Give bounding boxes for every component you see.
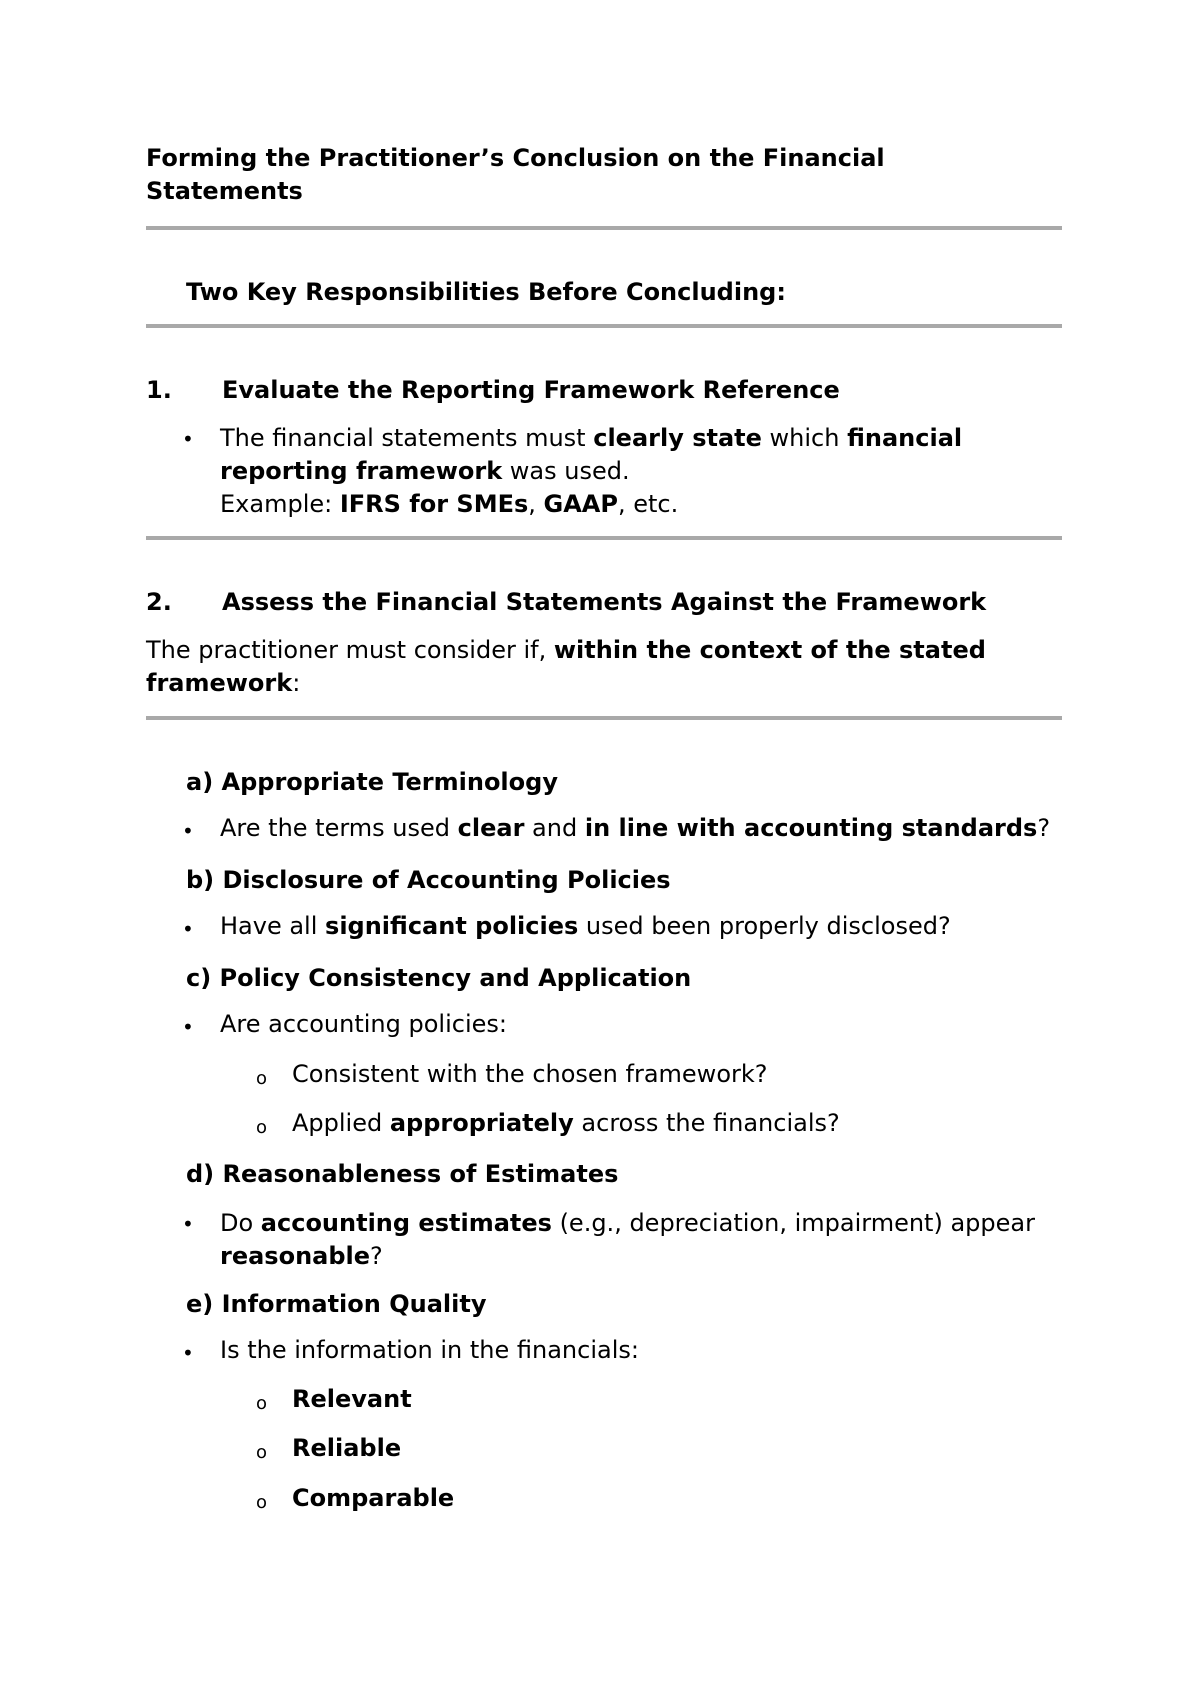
divider [146, 226, 1062, 230]
criterion-d-bullet: Do accounting estimates (e.g., depreciation, impairment) appear reasonable? [220, 1209, 1035, 1270]
section-2-title: Assess the Financial Statements Against the Framework [222, 588, 987, 616]
bullet-icon: • [182, 917, 194, 941]
criterion-e-sub-item: Comparable [292, 1484, 455, 1512]
section-2-number: 2. [146, 588, 172, 616]
sub-bullet-icon: o [256, 1393, 268, 1414]
section-1-title: Evaluate the Reporting Framework Reference [222, 376, 840, 404]
sub-bullet-icon: o [256, 1492, 268, 1513]
section-1-bullet [220, 422, 1000, 521]
criterion-e-bullet: Is the information in the financials: [220, 1336, 639, 1364]
criterion-a-bullet: Are the terms used clear and in line with accounting standards? [220, 814, 1051, 842]
criterion-e-sub-item: Reliable [292, 1434, 402, 1462]
criterion-e-heading: e) Information Quality [186, 1290, 487, 1318]
section-1-example: Example: IFRS for SMEs, GAAP, etc. [220, 490, 679, 518]
bullet-icon: • [182, 1212, 194, 1236]
sub-bullet-icon: o [256, 1117, 268, 1138]
criterion-b-bullet: Have all significant policies used been properly disclosed? [220, 912, 951, 940]
section-1-bullet-line1: The financial statements must clearly state which financial [220, 424, 963, 452]
divider [146, 324, 1062, 328]
section-1-bullet-line2: reporting framework was used. [220, 457, 630, 485]
key-responsibilities-heading: Two Key Responsibilities Before Concluding: [186, 278, 786, 306]
divider [146, 716, 1062, 720]
section-2-intro: The practitioner must consider if, within the context of the stated framework: [146, 636, 986, 697]
section-2-heading [146, 588, 986, 616]
criterion-c-sub-item: Consistent with the chosen framework? [292, 1060, 768, 1088]
criterion-d-heading: d) Reasonableness of Estimates [186, 1160, 619, 1188]
criterion-c-bullet: Are accounting policies: [220, 1010, 507, 1038]
bullet-icon: • [182, 819, 194, 843]
section-1-number: 1. [146, 376, 172, 404]
bullet-icon: • [182, 1341, 194, 1365]
divider [146, 536, 1062, 540]
bullet-icon: • [182, 1015, 194, 1039]
sub-bullet-icon: o [256, 1068, 268, 1089]
criterion-b-heading: b) Disclosure of Accounting Policies [186, 866, 671, 894]
criterion-c-sub-item: Applied appropriately across the financials? [292, 1109, 840, 1137]
criterion-e-sub-item: Relevant [292, 1385, 412, 1413]
section-1-heading [146, 376, 840, 404]
sub-bullet-icon: o [256, 1442, 268, 1463]
criterion-c-heading: c) Policy Consistency and Application [186, 964, 692, 992]
page-title: Forming the Practitioner’s Conclusion on the Financial Statements [146, 144, 885, 205]
bullet-icon: • [182, 427, 194, 451]
criterion-a-heading: a) Appropriate Terminology [186, 768, 558, 796]
